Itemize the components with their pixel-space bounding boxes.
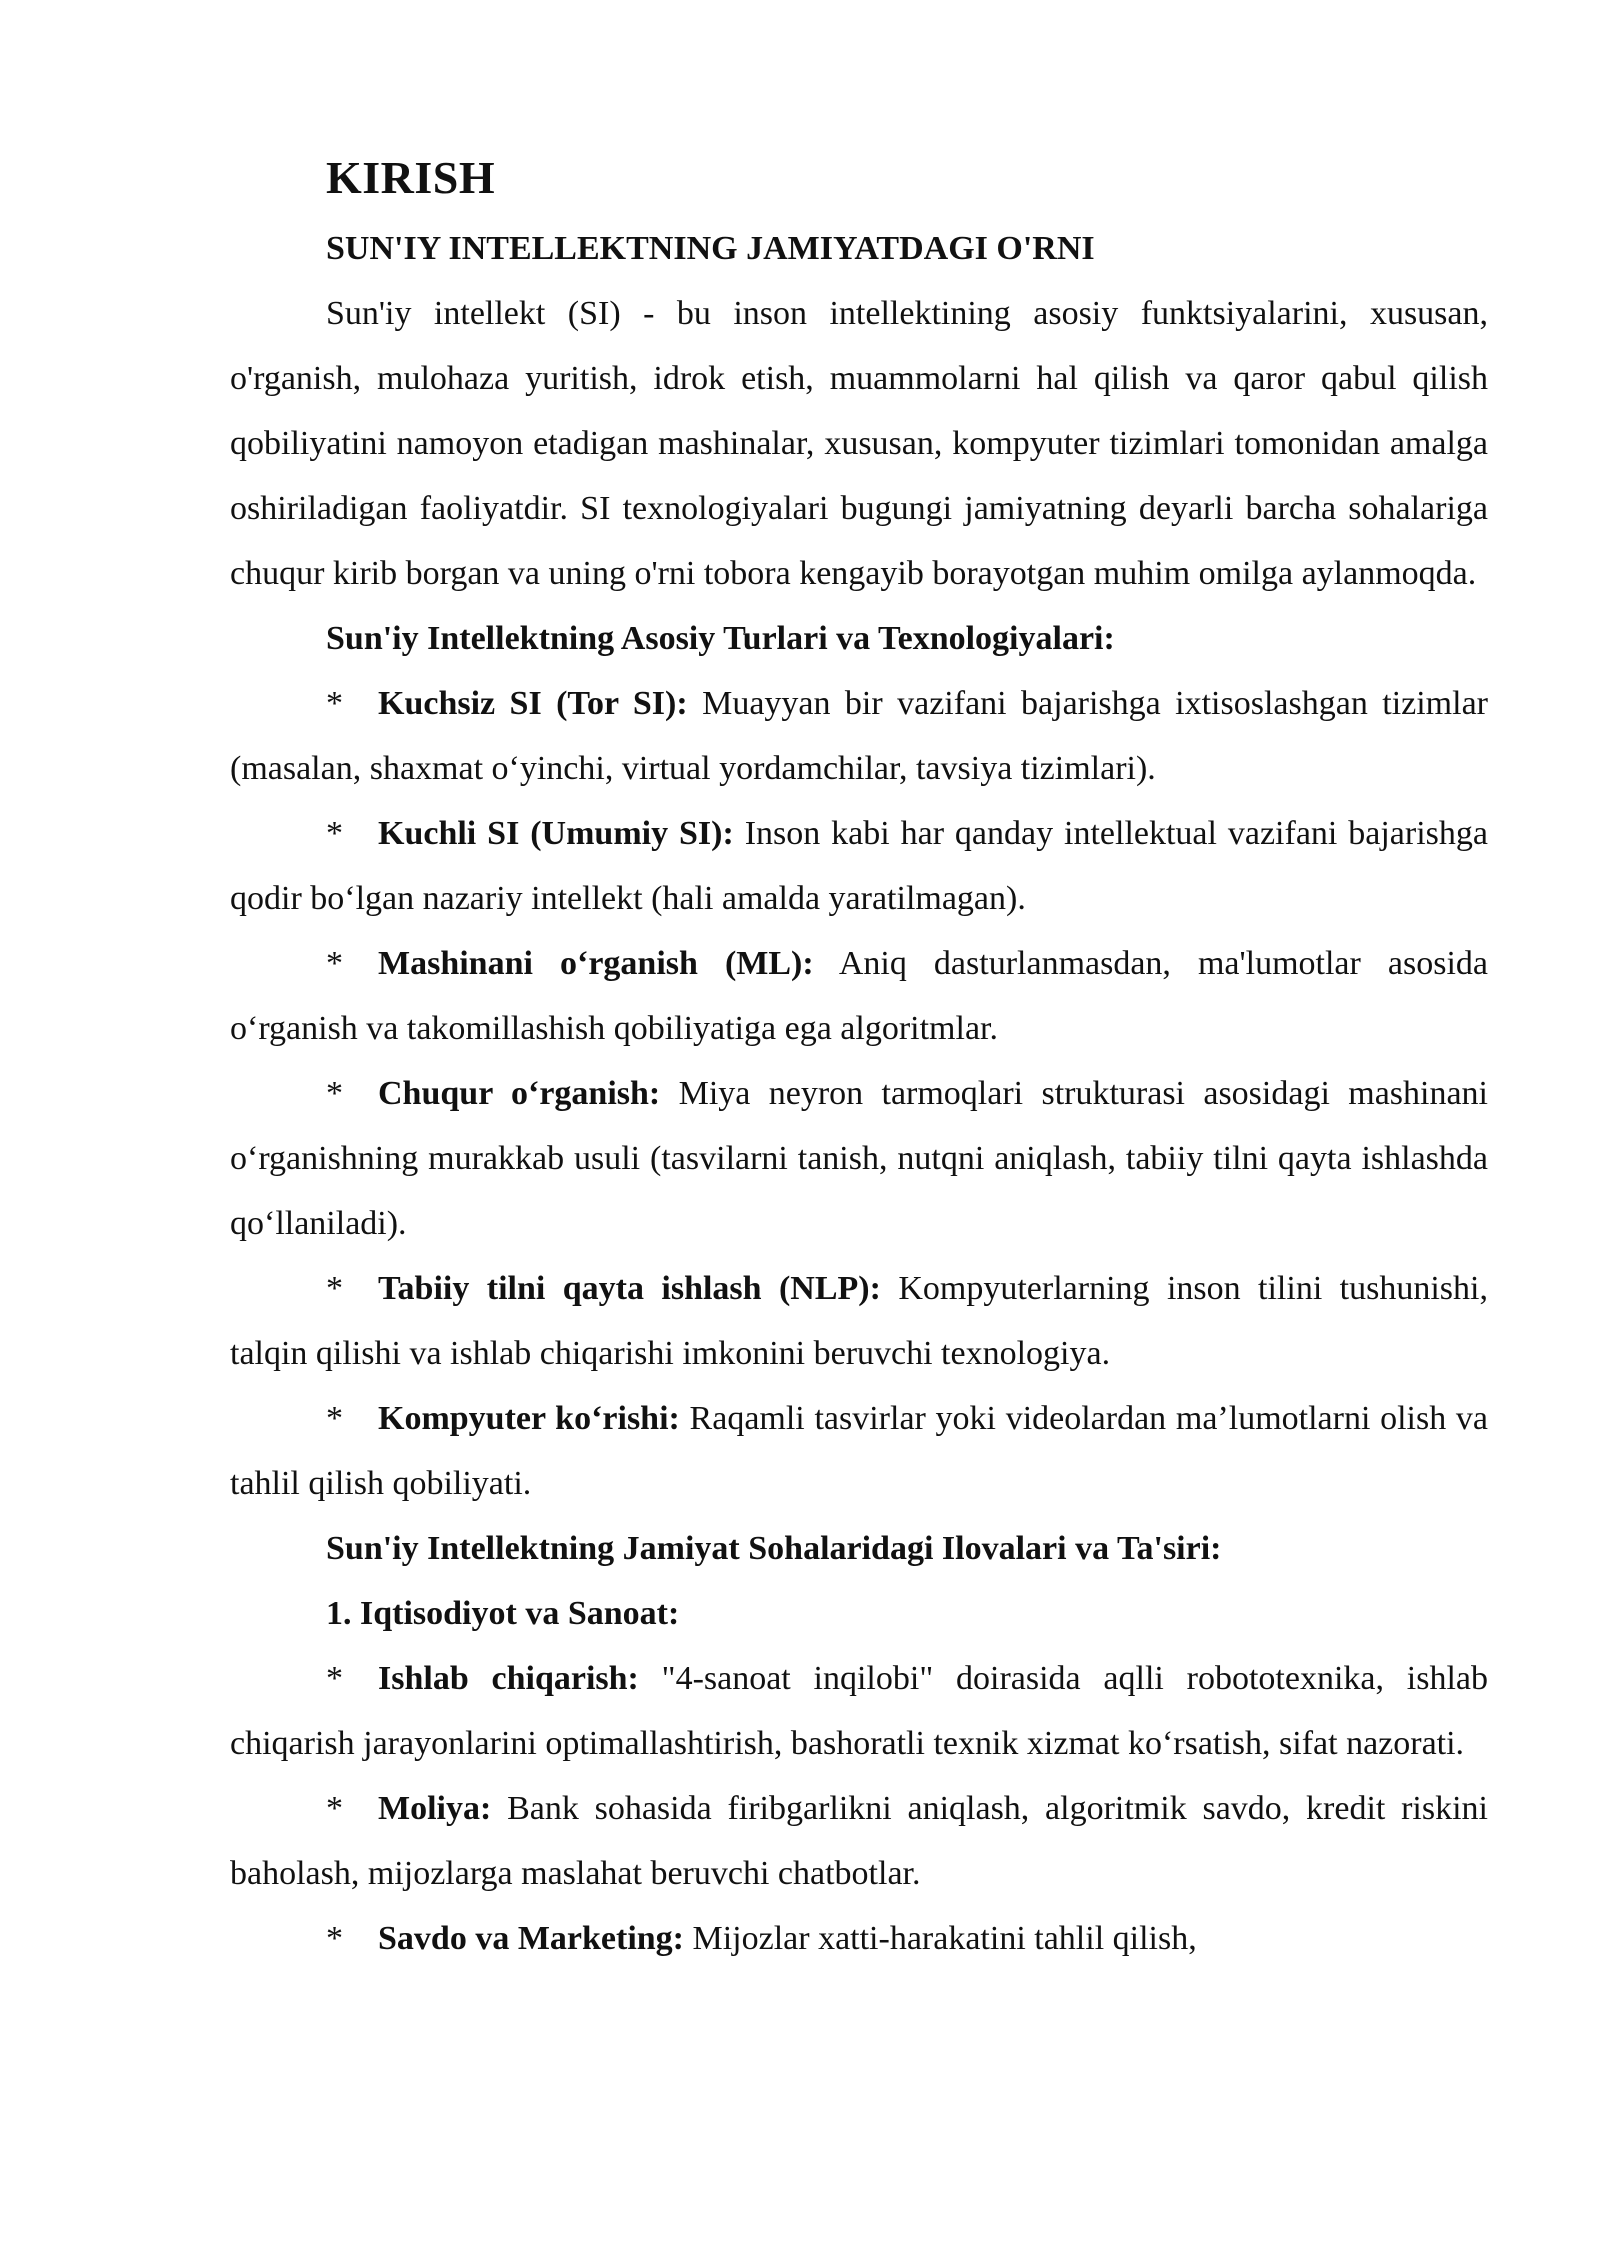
item-term: Kompyuter ko‘rishi: — [378, 1400, 680, 1437]
bullet-marker: * — [326, 1660, 343, 1697]
item-term: Tabiiy tilni qayta ishlash (NLP): — [378, 1270, 881, 1307]
list-item — [230, 801, 1488, 931]
item-term: Savdo va Marketing: — [378, 1920, 684, 1957]
list-item — [230, 931, 1488, 1061]
bullet-marker: * — [326, 1270, 343, 1307]
list-item — [230, 1776, 1488, 1906]
item-term: Chuqur o‘rganish: — [378, 1075, 661, 1112]
bullet-marker: * — [326, 1920, 343, 1957]
bullet-marker: * — [326, 1400, 343, 1437]
bullet-marker: * — [326, 815, 343, 852]
bullet-marker: * — [326, 1790, 343, 1827]
types-list — [230, 671, 1488, 1516]
item-term: Ishlab chiqarish: — [378, 1660, 639, 1697]
item-text: Raqamli tasvirlar yoki videolardan ma’lumotlarni olish va tahlil qilish qobiliyati. — [230, 1400, 1489, 1502]
item-text: Inson kabi har qanday intellektual vazifani bajarishga qodir bo‘lgan nazariy intellekt (hali amalda yaratilmagan). — [230, 815, 1488, 917]
subsection-heading: 1. Iqtisodiyot va Sanoat: — [326, 1595, 680, 1632]
list-item — [230, 671, 1488, 801]
item-term: Kuchli SI (Umumiy SI): — [378, 815, 734, 852]
bullet-marker: * — [326, 1075, 343, 1112]
types-heading: Sun'iy Intellektning Asosiy Turlari va Texnologiyalari: — [326, 620, 1115, 657]
item-term: Kuchsiz SI (Tor SI): — [378, 685, 688, 722]
list-item — [230, 1061, 1488, 1256]
item-text: Kompyuterlarning inson tilini tushunishi, talqin qilishi va ishlab chiqarishi imkonini beruvchi texnologiya. — [230, 1270, 1488, 1372]
list-item — [230, 1646, 1488, 1776]
list-item — [230, 1256, 1488, 1386]
item-text: Bank sohasida firibgarlikni aniqlash, algoritmik savdo, kredit riskini baholash, mijozlarga maslahat beruvchi chatbotlar. — [230, 1790, 1488, 1892]
item-text: Aniq dasturlanmasdan, ma'lumotlar asosida o‘rganish va takomillashish qobiliyatiga ega algoritmlar. — [230, 945, 1488, 1047]
item-term: Mashinani o‘rganish (ML): — [378, 945, 814, 982]
intro-paragraph: Sun'iy intellekt (SI) - bu inson intellektining asosiy funktsiyalarini, xususan, o'rganish, mulohaza yuritish, idrok etish, muammolarni hal qilish va qaror qabul qilish qobiliyatini namoyon etadigan mashinalar, xususan, kompyuter tizimlari tomonidan amalga oshiriladigan faoliyatdir. SI texnologiyalari bugungi jamiyatning deyarli barcha sohalariga chuqur kirib borgan va uning o'rni tobora kengayib borayotgan muhim omilga aylanmoqda. — [230, 295, 1488, 592]
bullet-marker: * — [326, 945, 343, 982]
item-text: Mijozlar xatti-harakatini tahlil qilish, — [684, 1920, 1197, 1957]
item-text: Muayyan bir vazifani bajarishga ixtisoslashgan tizimlar (masalan, shaxmat o‘yinchi, virtual yordamchilar, tavsiya tizimlari). — [230, 685, 1488, 787]
document-page — [230, 150, 1488, 1971]
document-title: KIRISH — [326, 152, 496, 203]
bullet-marker: * — [326, 685, 343, 722]
list-item — [230, 1386, 1488, 1516]
list-item — [230, 1906, 1488, 1971]
section-heading: SUN'IY INTELLEKTNING JAMIYATDAGI O'RNI — [326, 230, 1095, 267]
applications-heading: Sun'iy Intellektning Jamiyat Sohalaridagi Ilovalari va Ta'siri: — [326, 1530, 1222, 1567]
item-text: "4-sanoat inqilobi" doirasida aqlli robototexnika, ishlab chiqarish jarayonlarini optimallashtirish, bashoratli texnik xizmat ko‘rsatish, sifat nazorati. — [230, 1660, 1488, 1762]
item-text: Miya neyron tarmoqlari strukturasi asosidagi mashinani o‘rganishning murakkab usuli (tasvilarni tanish, nutqni aniqlash, tabiiy tilni qayta ishlashda qo‘llaniladi). — [230, 1075, 1489, 1242]
applications-list — [230, 1646, 1488, 1971]
item-term: Moliya: — [378, 1790, 492, 1827]
